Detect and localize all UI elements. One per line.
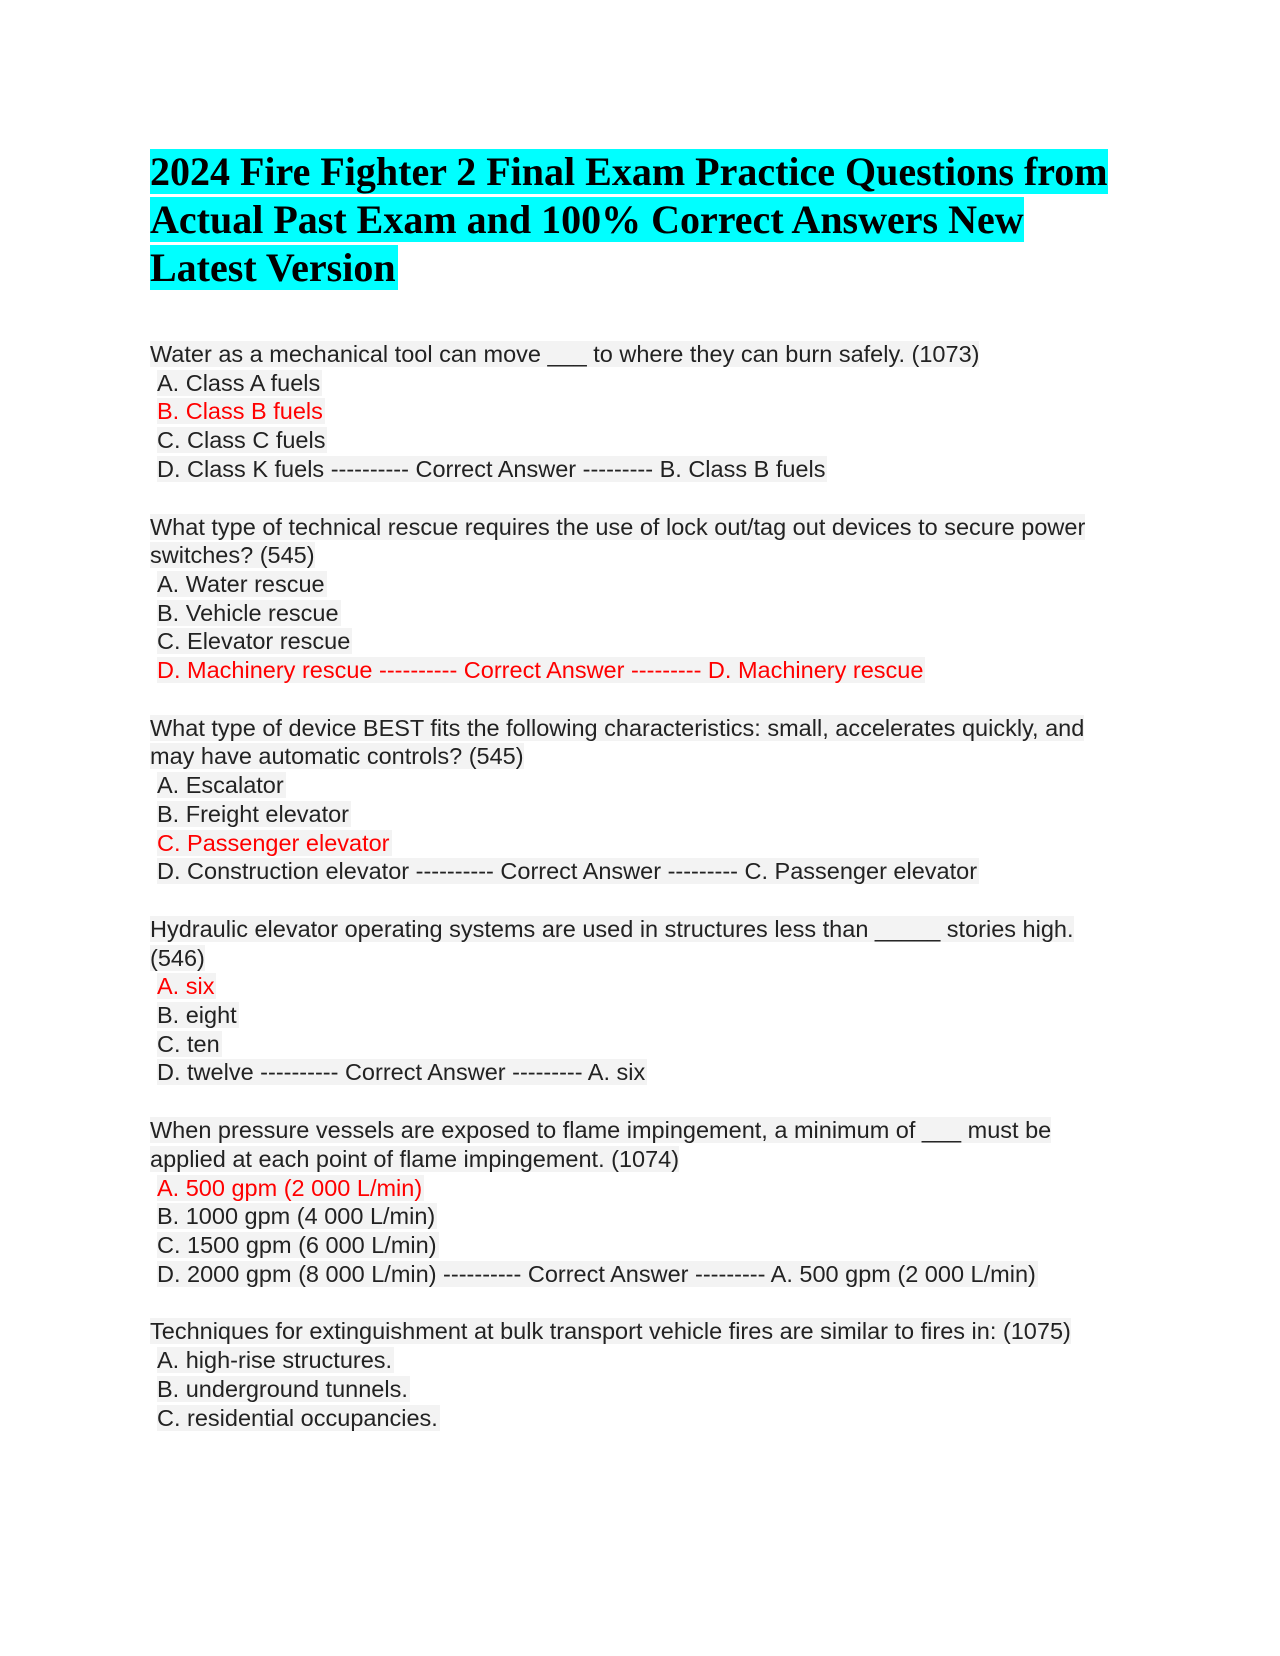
answer-option-text: B. Vehicle rescue (157, 599, 339, 626)
answer-option (150, 599, 1130, 628)
answer-option-text: C. 1500 gpm (6 000 L/min) (157, 1231, 437, 1258)
answer-option (150, 1202, 1130, 1231)
answer-option-text: C. ten (157, 1030, 220, 1057)
answer-option-correct (150, 972, 1130, 1001)
question-text (150, 1116, 1130, 1173)
answer-option (150, 426, 1130, 455)
answer-option (150, 1375, 1130, 1404)
question-text-span: What type of device BEST fits the following characteristics: small, accelerates quickly, and may have automatic controls? (545) (150, 714, 1085, 770)
answer-option-correct (150, 397, 1130, 426)
answer-option (150, 570, 1130, 599)
answer-option-correct (150, 1174, 1130, 1203)
answer-option-text: A. Class A fuels (157, 369, 321, 396)
answer-option (150, 1058, 1130, 1087)
answer-option-text: A. Escalator (157, 772, 284, 799)
answer-option-text: A. six (157, 973, 215, 1000)
answer-option-text: B. underground tunnels. (157, 1375, 408, 1402)
answer-option-text: B. eight (157, 1002, 237, 1029)
question-text (150, 340, 1130, 369)
answer-option-correct (150, 656, 1130, 685)
question-text-span: Hydraulic elevator operating systems are used in structures less than _____ stories high. (546) (150, 915, 1074, 971)
question-text (150, 915, 1130, 972)
question-block (150, 340, 1130, 484)
answer-option (150, 771, 1130, 800)
answer-option (150, 1260, 1130, 1289)
question-text-span: What type of technical rescue requires the use of lock out/tag out devices to secure power switches? (545) (150, 513, 1086, 569)
answer-option (150, 800, 1130, 829)
answer-option (150, 369, 1130, 398)
document-page (150, 148, 1130, 1461)
answer-option-text: C. Elevator rescue (157, 628, 351, 655)
question-text (150, 1317, 1130, 1346)
question-text (150, 714, 1130, 771)
question-text-span: When pressure vessels are exposed to flame impingement, a minimum of ___ must be applied at each point of flame impingement. (1074) (150, 1117, 1052, 1172)
answer-option-text: D. Construction elevator ---------- Correct Answer --------- C. Passenger elevator (157, 858, 978, 885)
answer-option-text: B. 1000 gpm (4 000 L/min) (157, 1203, 436, 1230)
answer-option-text: B. Freight elevator (157, 800, 350, 827)
question-list (150, 340, 1130, 1432)
answer-option-text: D. twelve ---------- Correct Answer --------- A. six (157, 1059, 646, 1086)
document-title-text: 2024 Fire Fighter 2 Final Exam Practice Questions from Actual Past Exam and 100% Correct Answers New Latest Version (150, 149, 1108, 290)
answer-option-text: B. Class B fuels (157, 398, 323, 425)
answer-option-text: A. Water rescue (157, 570, 325, 597)
answer-option (150, 627, 1130, 656)
answer-option-text: A. high-rise structures. (157, 1347, 393, 1374)
answer-option (150, 1346, 1130, 1375)
answer-option (150, 1030, 1130, 1059)
answer-option-text: D. 2000 gpm (8 000 L/min) ---------- Correct Answer --------- A. 500 gpm (2 000 L/min) (157, 1260, 1036, 1287)
answer-option-correct (150, 829, 1130, 858)
answer-option (150, 1231, 1130, 1260)
answer-option-text: C. residential occupancies. (157, 1404, 438, 1431)
answer-option-text: D. Machinery rescue ---------- Correct Answer --------- D. Machinery rescue (157, 657, 924, 684)
answer-option-text: A. 500 gpm (2 000 L/min) (157, 1174, 423, 1201)
question-block (150, 915, 1130, 1087)
question-block (150, 1317, 1130, 1432)
answer-option (150, 1404, 1130, 1433)
question-text-span: Water as a mechanical tool can move ___ to where they can burn safely. (1073) (150, 341, 980, 367)
answer-option-text: C. Passenger elevator (157, 829, 390, 856)
question-text-span: Techniques for extinguishment at bulk transport vehicle fires are similar to fires in: (1075) (150, 1318, 1071, 1345)
answer-option (150, 857, 1130, 886)
document-title (150, 148, 1130, 292)
answer-option-text: C. Class C fuels (157, 427, 326, 454)
question-text (150, 513, 1130, 570)
answer-option-text: D. Class K fuels ---------- Correct Answer --------- B. Class B fuels (157, 455, 826, 482)
question-block (150, 714, 1130, 886)
answer-option (150, 1001, 1130, 1030)
question-block (150, 513, 1130, 685)
question-block (150, 1116, 1130, 1288)
answer-option (150, 455, 1130, 484)
